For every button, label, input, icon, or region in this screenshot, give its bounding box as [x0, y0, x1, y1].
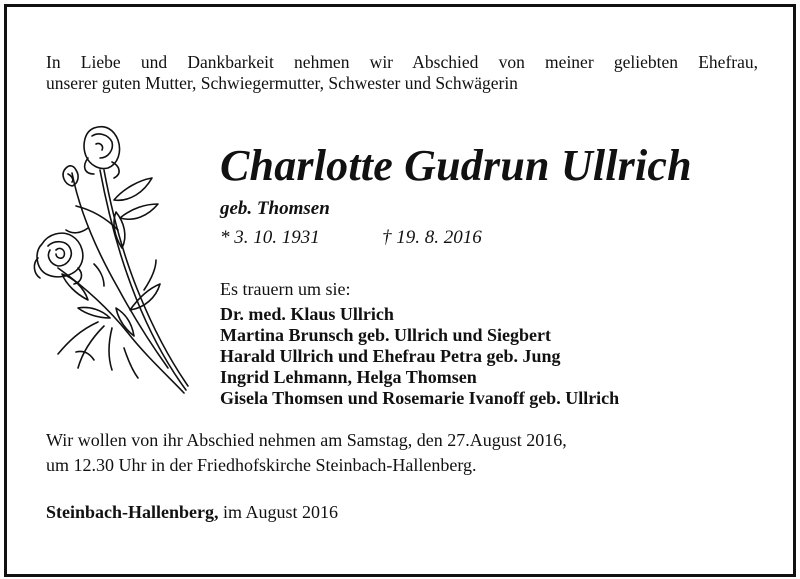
intro-text	[46, 52, 758, 94]
mourner-name: Gisela Thomsen und Rosemarie Ivanoff geb. Ullrich	[220, 388, 620, 408]
mourner-name: Harald Ullrich und Ehefrau Petra geb. Jung	[220, 346, 561, 366]
intro-line-2: unserer guten Mutter, Schwiegermutter, Schwester und Schwägerin	[46, 73, 518, 93]
rose-icon	[28, 118, 200, 400]
funeral-line-2: um 12.30 Uhr in der Friedhofskirche Steinbach-Hallenberg.	[46, 455, 477, 475]
closing-place: Steinbach-Hallenberg,	[46, 502, 219, 522]
death-date: † 19. 8. 2016	[382, 227, 482, 248]
mourners-list	[220, 304, 619, 409]
deceased-name: Charlotte Gudrun Ullrich	[220, 141, 692, 190]
intro-line-1: In Liebe und Dankbarkeit nehmen wir Abschied von meiner geliebten Ehefrau,	[46, 52, 758, 72]
mourners-label: Es trauern um sie:	[220, 279, 351, 299]
mourner-name: Ingrid Lehmann, Helga Thomsen	[220, 367, 477, 387]
mourner-name: Martina Brunsch geb. Ullrich und Siegbert	[220, 325, 552, 345]
funeral-line-1: Wir wollen von ihr Abschied nehmen am Samstag, den 27.August 2016,	[46, 430, 567, 450]
closing-line	[46, 502, 338, 523]
birth-date: * 3. 10. 1931	[220, 227, 320, 248]
birth-name: geb. Thomsen	[220, 198, 330, 219]
funeral-details	[46, 428, 567, 478]
closing-date: im August 2016	[218, 502, 339, 522]
mourner-name: Dr. med. Klaus Ullrich	[220, 304, 394, 324]
